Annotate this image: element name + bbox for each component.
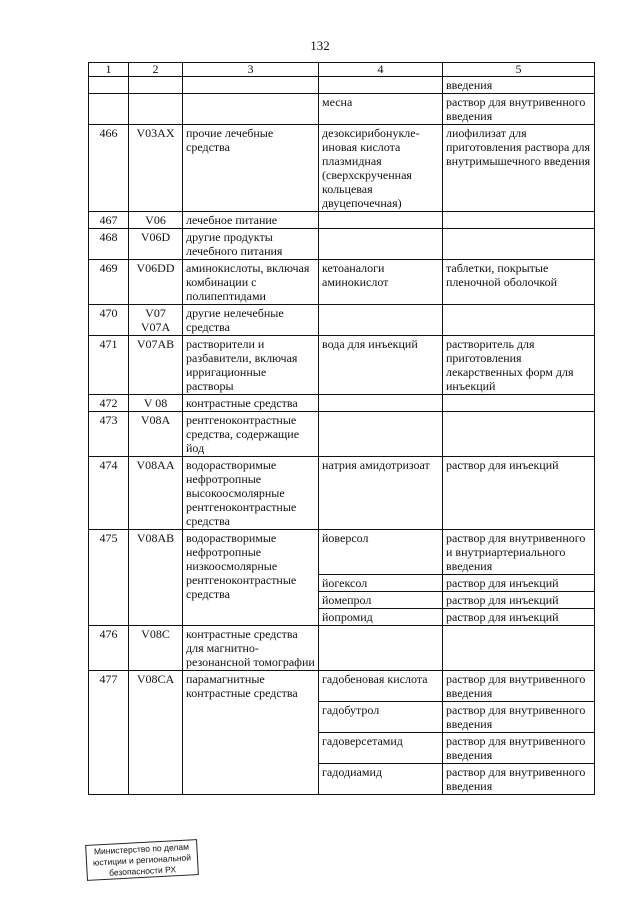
drug-name: кетоаналоги аминокислот — [319, 260, 443, 305]
dosage-form — [443, 229, 595, 260]
stamp-line: юстиции и региональной — [92, 852, 192, 868]
table-row — [89, 412, 595, 457]
drug-name — [319, 412, 443, 457]
table-row — [89, 395, 595, 412]
atc-group — [183, 77, 319, 94]
table-row — [89, 305, 595, 336]
row-number — [89, 94, 129, 125]
table-row — [89, 94, 595, 125]
row-number: 469 — [89, 260, 129, 305]
atc-code — [129, 77, 183, 94]
stamp-line: безопасности РХ — [108, 864, 177, 878]
row-number: 470 — [89, 305, 129, 336]
dosage-form — [443, 626, 595, 671]
drug-name — [319, 626, 443, 671]
table-row — [89, 125, 595, 212]
drug-name: дезоксирибонукле-иновая кислота плазмидная (сверхскрученная кольцевая двуцепочечная) — [319, 125, 443, 212]
drug-name: гадодиамид — [319, 764, 443, 795]
atc-code — [129, 94, 183, 125]
drug-name — [319, 77, 443, 94]
atc-code: V07 V07A — [129, 305, 183, 336]
atc-code: V 08 — [129, 395, 183, 412]
dosage-form: раствор для инъекций — [443, 575, 595, 592]
atc-code: V07AB — [129, 336, 183, 395]
atc-code: V08CA — [129, 671, 183, 795]
row-number: 476 — [89, 626, 129, 671]
dosage-form: раствор для внутривенного введения — [443, 671, 595, 702]
row-number: 477 — [89, 671, 129, 795]
table-row — [89, 671, 595, 702]
atc-group — [183, 94, 319, 125]
dosage-form: раствор для внутривенного и внутриартериального введения — [443, 530, 595, 575]
row-number: 474 — [89, 457, 129, 530]
row-number: 472 — [89, 395, 129, 412]
atc-group: контрастные средства — [183, 395, 319, 412]
dosage-form — [443, 212, 595, 229]
atc-code: V08AB — [129, 530, 183, 626]
atc-code: V08C — [129, 626, 183, 671]
atc-code: V06DD — [129, 260, 183, 305]
atc-group: растворители и разбавители, включая ирригационные растворы — [183, 336, 319, 395]
stamp-line: Министерство по делам — [93, 841, 190, 857]
table-row — [89, 457, 595, 530]
table-row — [89, 212, 595, 229]
drug-name — [319, 395, 443, 412]
drug-name: йомепрол — [319, 592, 443, 609]
dosage-form: лиофилизат для приготовления раствора для внутримышечного введения — [443, 125, 595, 212]
atc-group: водорастворимые нефротропные низкоосмолярные рентгеноконтрастные средства — [183, 530, 319, 626]
drug-name: йогексол — [319, 575, 443, 592]
atc-group: лечебное питание — [183, 212, 319, 229]
header-cell: 2 — [129, 63, 183, 77]
dosage-form — [443, 412, 595, 457]
drug-name: натрия амидотризоат — [319, 457, 443, 530]
table-row — [89, 229, 595, 260]
atc-group: парамагнитные контрастные средства — [183, 671, 319, 795]
table-header-row — [89, 63, 595, 77]
drug-name: йоверсол — [319, 530, 443, 575]
dosage-form: раствор для инъекций — [443, 592, 595, 609]
table-row — [89, 626, 595, 671]
drug-name — [319, 212, 443, 229]
ministry-stamp — [85, 839, 199, 881]
row-number: 473 — [89, 412, 129, 457]
table-row — [89, 336, 595, 395]
header-cell: 4 — [319, 63, 443, 77]
dosage-form: раствор для внутривенного введения — [443, 94, 595, 125]
atc-code: V06D — [129, 229, 183, 260]
header-cell: 1 — [89, 63, 129, 77]
row-number: 468 — [89, 229, 129, 260]
atc-group: аминокислоты, включая комбинации с полипептидами — [183, 260, 319, 305]
drug-name: гадобутрол — [319, 702, 443, 733]
header-cell: 5 — [443, 63, 595, 77]
drug-name: гадобеновая кислота — [319, 671, 443, 702]
drug-name — [319, 229, 443, 260]
table-row — [89, 260, 595, 305]
table-row — [89, 530, 595, 575]
atc-group: другие нелечебные средства — [183, 305, 319, 336]
dosage-form — [443, 305, 595, 336]
atc-code: V06 — [129, 212, 183, 229]
dosage-form — [443, 395, 595, 412]
drug-name: вода для инъекций — [319, 336, 443, 395]
row-number: 467 — [89, 212, 129, 229]
row-number — [89, 77, 129, 94]
atc-group: другие продукты лечебного питания — [183, 229, 319, 260]
dosage-form: введения — [443, 77, 595, 94]
drug-name — [319, 305, 443, 336]
drug-name: йопромид — [319, 609, 443, 626]
table-row — [89, 77, 595, 94]
atc-code: V08A — [129, 412, 183, 457]
dosage-form: растворитель для приготовления лекарственных форм для инъекций — [443, 336, 595, 395]
drug-name: месна — [319, 94, 443, 125]
dosage-form: раствор для внутривенного введения — [443, 733, 595, 764]
dosage-form: таблетки, покрытые пленочной оболочкой — [443, 260, 595, 305]
atc-group: контрастные средства для магнитно-резонансной томографии — [183, 626, 319, 671]
drug-name: гадоверсетамид — [319, 733, 443, 764]
atc-group: прочие лечебные средства — [183, 125, 319, 212]
dosage-form: раствор для инъекций — [443, 609, 595, 626]
row-number: 471 — [89, 336, 129, 395]
page-number: 132 — [310, 38, 330, 53]
atc-group: водорастворимые нефротропные высокоосмолярные рентгеноконтрастные средства — [183, 457, 319, 530]
atc-code: V03AX — [129, 125, 183, 212]
header-cell: 3 — [183, 63, 319, 77]
dosage-form: раствор для внутривенного введения — [443, 702, 595, 733]
drug-table — [88, 62, 595, 795]
atc-group: рентгеноконтрастные средства, содержащие йод — [183, 412, 319, 457]
dosage-form: раствор для инъекций — [443, 457, 595, 530]
dosage-form: раствор для внутривенного введения — [443, 764, 595, 795]
row-number: 466 — [89, 125, 129, 212]
atc-code: V08AA — [129, 457, 183, 530]
row-number: 475 — [89, 530, 129, 626]
